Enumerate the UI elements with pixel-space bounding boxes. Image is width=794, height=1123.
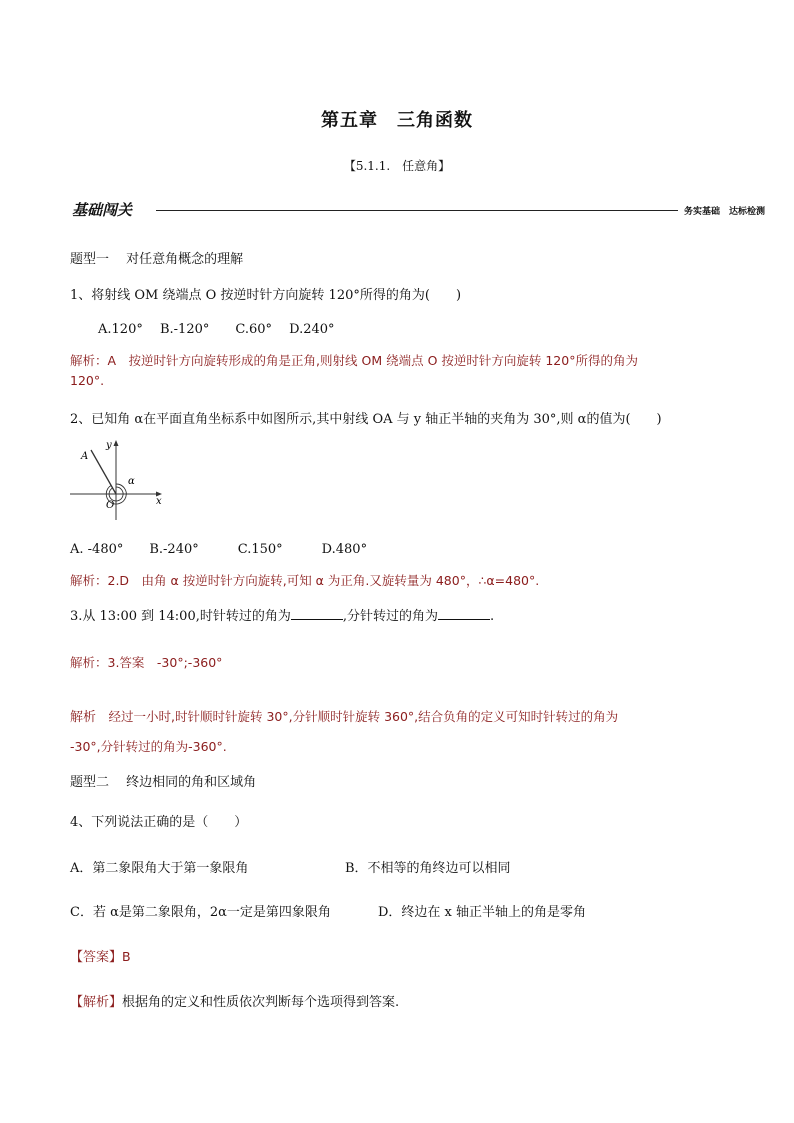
q1-analysis-line1: 解析：A 按逆时针方向旋转形成的角是正角,则射线 OM 绕端点 O 按逆时针方向旋转 120°所得的角为 [70, 353, 638, 368]
origin-label: O [106, 500, 115, 511]
q2-angle-figure [70, 436, 165, 520]
q3-text [70, 605, 494, 624]
q3-analysis-text: 经过一小时,时针顺时针旋转 30°,分针顺时针旋转 360°,结合负角的定义可知时针转过的角为 [96, 709, 619, 724]
q4-answer [70, 946, 131, 965]
banner-right-text: 务实基础 达标检测 [684, 207, 766, 217]
q2-text: 2、已知角 α在平面直角坐标系中如图所示,其中射线 OA 与 y 轴正半轴的夹角为 30°,则 α的值为( ) [70, 412, 662, 427]
alpha-label: α [128, 476, 135, 487]
section1-heading: 题型一 对任意角概念的理解 [70, 252, 244, 267]
q3-analysis-line1 [70, 706, 618, 725]
section-banner [72, 199, 766, 221]
q3-blank-2 [438, 607, 490, 620]
x-label: x [156, 496, 162, 507]
q4-option-b: B．不相等的角终边可以相同 [345, 861, 511, 876]
q3-analysis-label: 解析 [70, 710, 97, 725]
q4-option-d: D．终边在 x 轴正半轴上的角是零角 [378, 905, 587, 920]
q3-answer: 解析：3.答案 -30°;-360° [70, 655, 223, 670]
banner-label: 基础闯关 [72, 201, 133, 219]
q2-analysis: 解析：2.D 由角 α 按逆时针方向旋转,可知 α 为正角.又旋转量为 480°，∴α=480°. [70, 573, 540, 588]
ray-oa [91, 450, 116, 494]
point-a-label: A [81, 451, 89, 462]
q4-option-c: C．若 α是第二象限角，2α一定是第四象限角 [70, 905, 331, 920]
q4-answer-value: B [122, 949, 131, 964]
q4-analysis [70, 991, 399, 1010]
q1-analysis-line2: 120°. [70, 373, 105, 388]
q4-text: 4、下列说法正确的是（ ） [70, 815, 248, 830]
q1-text: 1、将射线 OM 绕端点 O 按逆时针方向旋转 120°所得的角为( ) [70, 288, 462, 303]
q3-text-part1: 3.从 13:00 到 14:00,时针转过的角为 [70, 609, 291, 624]
q4-answer-label: 【答案】 [70, 950, 123, 965]
section2-heading: 题型二 终边相同的角和区域角 [70, 775, 257, 790]
section-subtitle: 【5.1.1. 任意角】 [343, 159, 451, 173]
q3-text-part3: . [490, 609, 495, 624]
q3-analysis-line2: -30°,分针转过的角为-360°. [70, 739, 227, 754]
y-axis-arrow [114, 440, 119, 446]
q3-text-part2: ,分针转过的角为 [342, 609, 439, 624]
q1-options: A.120° B.-120° C.60° D.240° [98, 322, 335, 337]
q4-option-a: A．第二象限角大于第一象限角 [70, 861, 249, 876]
q3-blank-1 [291, 607, 343, 620]
q2-options: A. -480° B.-240° C.150° D.480° [70, 542, 368, 557]
banner-divider [156, 210, 678, 211]
q4-analysis-label: 【解析】 [70, 995, 123, 1010]
q4-analysis-text: 根据角的定义和性质依次判断每个选项得到答案. [122, 995, 400, 1010]
page-title: 第五章 三角函数 [321, 110, 473, 131]
coordinate-diagram [70, 436, 165, 520]
y-label: y [106, 440, 112, 451]
